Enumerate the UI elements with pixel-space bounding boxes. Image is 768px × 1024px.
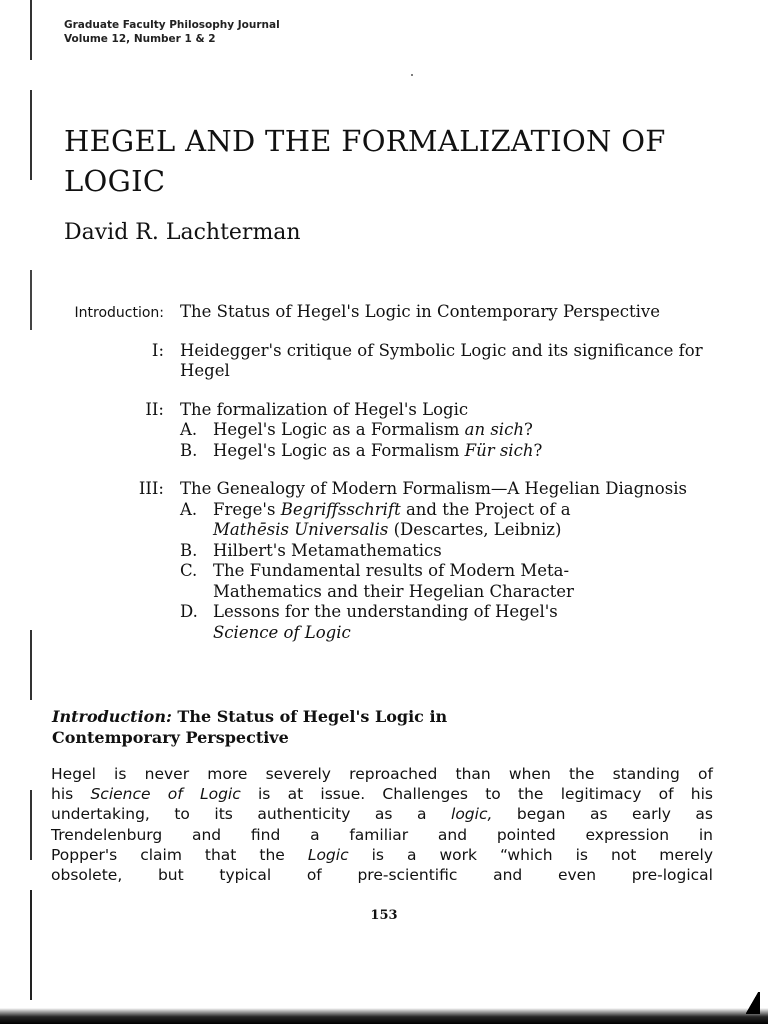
toc-label: I: xyxy=(151,340,164,360)
toc-subitem xyxy=(180,602,740,643)
section-heading-text: The Status of Hegel's Logic in xyxy=(171,707,448,726)
journal-volume: Volume 12, Number 1 & 2 xyxy=(64,33,216,45)
body-text-run: is a work “which is not merely xyxy=(348,845,713,864)
body-text-emphasis: Logic xyxy=(307,845,349,864)
toc-subitem-text: Hilbert's Metamathematics xyxy=(213,540,442,560)
toc-subitem-letter: C. xyxy=(180,561,198,580)
toc-subitem-emphasis: Science of Logic xyxy=(213,622,351,642)
toc-subitem-text: Mathematics and their Hegelian Character xyxy=(213,581,574,601)
toc-title: The formalization of Hegel's Logic xyxy=(180,399,469,419)
page-number: 153 xyxy=(370,908,398,923)
toc-subitem-emphasis: an sich xyxy=(464,420,524,439)
article-title: HEGEL AND THE FORMALIZATION OF LOGIC xyxy=(64,124,666,198)
toc-subitem-text: ? xyxy=(523,420,533,439)
body-text-run: began as early as xyxy=(492,805,713,824)
body-line xyxy=(51,804,713,824)
journal-header xyxy=(64,18,280,46)
toc-entry-1 xyxy=(0,341,768,382)
body-text-run: is at issue. Challenges to the legitimacy of his xyxy=(240,785,713,804)
table-of-contents xyxy=(0,302,768,661)
toc-label: Introduction: xyxy=(74,305,164,321)
toc-label: II: xyxy=(145,399,164,419)
scan-bottom-edge xyxy=(0,1008,768,1024)
toc-subitem xyxy=(180,561,740,602)
body-line: Hegel is never more severely reproached than when the standing of xyxy=(51,765,713,783)
body-line xyxy=(51,784,713,804)
toc-title: The Genealogy of Modern Formalism—A Hegelian Diagnosis xyxy=(180,479,687,498)
toc-subitem-letter: B. xyxy=(180,440,198,460)
body-line: Trendelenburg and find a familiar and pointed expression in xyxy=(51,825,713,844)
body-text-run: undertaking, to its authenticity as a xyxy=(51,805,452,824)
toc-subitem-letter: B. xyxy=(180,540,198,560)
toc-subitem-emphasis: Für sich xyxy=(464,440,534,460)
toc-subitem-letter: A. xyxy=(180,499,198,519)
article-author: David R. Lachterman xyxy=(64,220,301,245)
toc-subitem-letter: D. xyxy=(180,602,198,621)
toc-subitem-text: ? xyxy=(533,440,543,460)
body-text-run: his xyxy=(51,785,91,804)
scan-corner-mark xyxy=(746,992,760,1014)
section-heading-text: Contemporary Perspective xyxy=(52,728,289,747)
toc-subitem xyxy=(180,541,740,562)
toc-subitem xyxy=(180,500,740,541)
toc-label: III: xyxy=(138,479,164,498)
scan-speck xyxy=(411,74,413,76)
toc-subitem-text: Lessons for the understanding of Hegel's xyxy=(213,602,558,621)
toc-subitem-emphasis: Begriffsschrift xyxy=(280,499,401,519)
body-paragraph xyxy=(51,764,713,885)
toc-entry-3 xyxy=(0,479,768,643)
toc-subitem xyxy=(180,420,740,441)
toc-subitem-text: and the Project of a xyxy=(400,499,571,519)
toc-subitem-emphasis: Mathēsis Universalis xyxy=(213,520,389,539)
section-heading xyxy=(52,706,732,748)
toc-subitem-text: The Fundamental results of Modern Meta- xyxy=(213,561,570,580)
toc-subitem-text: (Descartes, Leibniz) xyxy=(388,520,562,539)
toc-title: Heidegger's critique of Symbolic Logic and its significance for Hegel xyxy=(180,340,703,380)
toc-subitem-text: Hegel's Logic as a Formalism xyxy=(213,420,465,439)
body-text-emphasis: logic, xyxy=(451,805,493,824)
section-heading-lead: Introduction: xyxy=(52,707,172,726)
body-line xyxy=(51,845,713,865)
toc-title: The Status of Hegel's Logic in Contemporary Perspective xyxy=(180,302,660,321)
toc-subitem xyxy=(180,441,740,462)
toc-subitem-text: Hegel's Logic as a Formalism xyxy=(213,440,465,460)
journal-name: Graduate Faculty Philosophy Journal xyxy=(64,19,280,31)
body-text-emphasis: Science of Logic xyxy=(90,785,241,804)
toc-subitem-text: Frege's xyxy=(213,499,281,519)
toc-entry-intro xyxy=(0,302,768,323)
toc-subitem-letter: A. xyxy=(180,420,198,439)
body-text-run: Popper's claim that the xyxy=(51,845,308,864)
toc-entry-2 xyxy=(0,400,768,462)
body-line: obsolete, but typical of pre-scientific and even pre-logical xyxy=(51,866,713,885)
